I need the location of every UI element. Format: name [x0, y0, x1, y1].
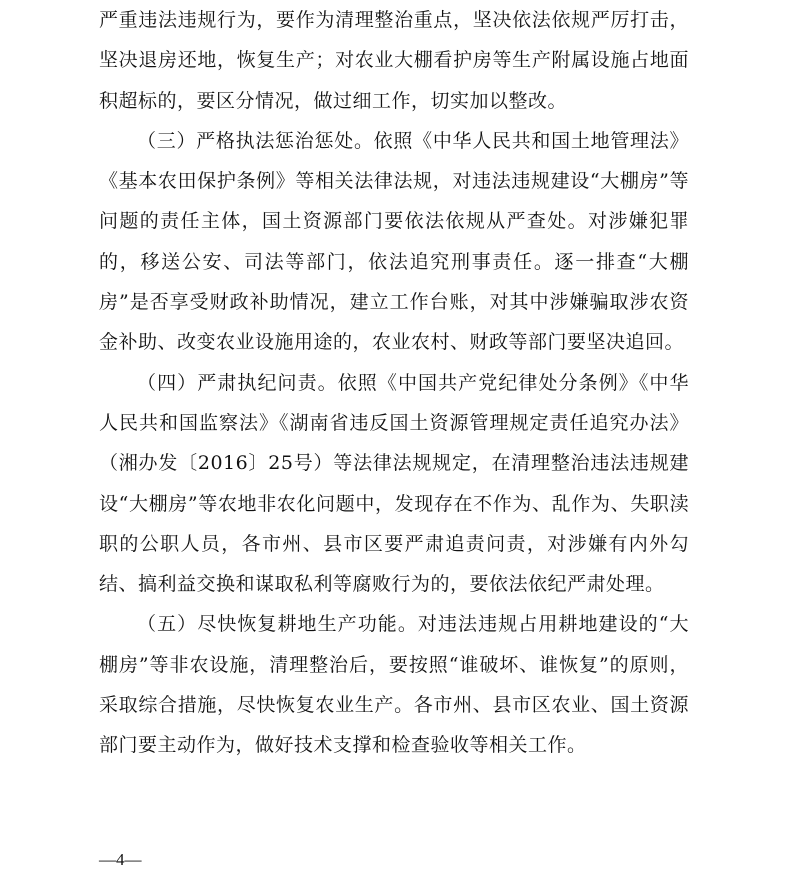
document-body: [99, 0, 689, 766]
paragraph-section-4: （四）严肃执纪问责。依照《中国共产党纪律处分条例》《中华人民共和国监察法》《湖南省违反国土资源管理规定责任追究办法》（湘办发〔2016〕25号）等法律法规规定，在清理整治违法违规建设“大棚房”等农地非农化问题中，发现存在不作为、乱作为、失职渎职的公职人员，各市州、县市区要严肃追责问责，对涉嫌有内外勾结、搞利益交换和谋取私利等腐败行为的，要依法依纪严肃处理。: [99, 371, 689, 596]
paragraph-section-5: （五）尽快恢复耕地生产功能。对违法违规占用耕地建设的“大棚房”等非农设施，清理整治后，要按照“谁破坏、谁恢复”的原则，采取综合措施，尽快恢复农业生产。各市州、县市区农业、国土资源部门要主动作为，做好技术支撑和检查验收等相关工作。: [99, 613, 689, 757]
page-number: —4—: [99, 850, 142, 869]
paragraph-continued: 严重违法违规行为，要作为清理整治重点，坚决依法依规严厉打击，坚决退房还地，恢复生产；对农业大棚看护房等生产附属设施占地面积超标的，要区分情况，做过细工作，切实加以整改。: [99, 9, 689, 112]
paragraph-section-3: （三）严格执法惩治惩处。依照《中华人民共和国土地管理法》《基本农田保护条例》等相关法律法规，对违法违规建设“大棚房”等问题的责任主体，国土资源部门要依法依规从严查处。对涉嫌犯罪的，移送公安、司法等部门，依法追究刑事责任。逐一排查“大棚房”是否享受财政补助情况，建立工作台账，对其中涉嫌骗取涉农资金补助、改变农业设施用途的，农业农村、财政等部门要坚决追回。: [99, 129, 689, 354]
